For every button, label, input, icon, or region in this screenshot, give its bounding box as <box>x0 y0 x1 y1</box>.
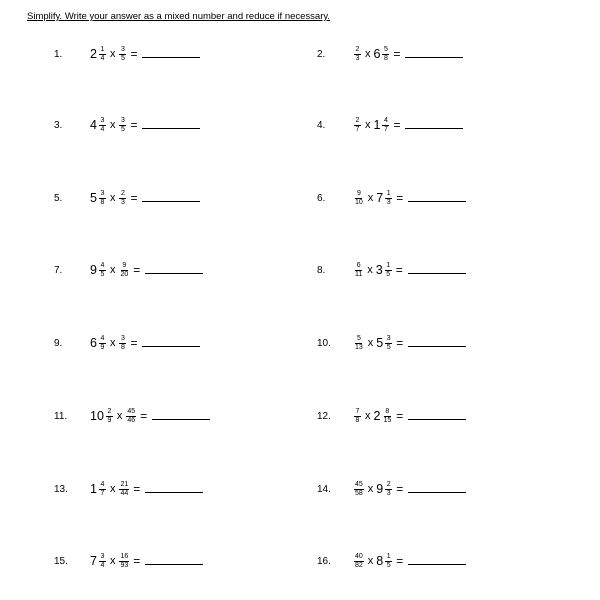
problem-number: 5. <box>54 192 63 204</box>
operand-a <box>353 553 365 570</box>
answer-blank[interactable] <box>408 492 466 493</box>
operand-a <box>353 335 365 352</box>
denominator: 5 <box>386 343 391 351</box>
numerator: 45 <box>355 480 363 488</box>
fraction <box>354 46 361 63</box>
whole-number: 7 <box>90 554 97 568</box>
problem-9 <box>54 323 200 363</box>
operand-b <box>125 408 137 425</box>
problem-expression <box>90 481 203 498</box>
denominator: 3 <box>386 198 391 206</box>
answer-blank[interactable] <box>142 201 200 202</box>
whole-number: 1 <box>373 118 381 132</box>
times-sign: x <box>367 337 374 349</box>
operand-a <box>353 46 362 63</box>
fraction <box>119 553 129 570</box>
problem-6 <box>317 178 466 218</box>
denominator: 3 <box>355 54 360 62</box>
problem-10 <box>317 323 466 363</box>
answer-blank[interactable] <box>145 564 203 565</box>
denominator: 13 <box>355 343 363 351</box>
operand-a <box>353 117 362 134</box>
problem-expression <box>353 262 466 279</box>
fraction <box>99 46 106 63</box>
operand-a <box>353 262 364 279</box>
denominator: 5 <box>386 270 391 278</box>
equals-sign: = <box>393 47 401 61</box>
operand-b <box>118 117 127 134</box>
operand-a <box>90 190 107 207</box>
problem-expression <box>90 190 200 207</box>
operand-b <box>376 335 393 352</box>
times-sign: x <box>109 192 116 204</box>
answer-blank[interactable] <box>405 57 463 58</box>
fraction <box>382 408 392 425</box>
problem-number: 13. <box>54 483 68 495</box>
times-sign: x <box>365 119 371 131</box>
operand-b <box>374 408 394 425</box>
problem-expression <box>353 190 466 207</box>
fraction <box>99 481 106 498</box>
denominator: 8 <box>355 416 360 424</box>
answer-blank[interactable] <box>145 273 203 274</box>
denominator: 4 <box>100 125 105 133</box>
operand-a <box>90 46 107 63</box>
operand-b <box>118 46 127 63</box>
operand-b <box>376 262 393 279</box>
whole-number: 6 <box>373 47 381 61</box>
fraction <box>99 553 106 570</box>
denominator: 5 <box>121 54 125 62</box>
fraction <box>354 553 364 570</box>
numerator: 3 <box>121 116 125 124</box>
operand-b <box>376 553 393 570</box>
whole-number: 2 <box>373 409 381 423</box>
denominator: 44 <box>120 489 129 497</box>
problem-number: 9. <box>54 337 63 349</box>
problem-number: 7. <box>54 264 63 276</box>
problem-number: 14. <box>317 483 331 495</box>
answer-blank[interactable] <box>408 564 466 565</box>
whole-number: 5 <box>376 336 384 350</box>
denominator: 15 <box>383 416 392 424</box>
times-sign: x <box>109 119 116 131</box>
fraction <box>99 190 106 207</box>
problem-11 <box>54 396 210 436</box>
denominator: 8 <box>384 54 388 62</box>
numerator: 8 <box>385 407 390 415</box>
fraction <box>99 262 106 279</box>
equals-sign: = <box>396 409 404 423</box>
problem-2 <box>317 34 463 74</box>
operand-b <box>118 481 130 498</box>
whole-number: 7 <box>376 191 384 205</box>
problem-number: 10. <box>317 337 331 349</box>
operand-b <box>376 481 393 498</box>
denominator: 7 <box>384 125 388 133</box>
denominator: 9 <box>107 416 112 424</box>
times-sign: x <box>367 555 374 567</box>
denominator: 93 <box>120 561 129 569</box>
problem-expression <box>90 262 203 279</box>
numerator: 2 <box>121 189 125 197</box>
numerator: 1 <box>386 552 391 560</box>
fraction <box>382 117 389 134</box>
answer-blank[interactable] <box>408 273 466 274</box>
answer-blank[interactable] <box>142 57 200 58</box>
answer-blank[interactable] <box>408 419 466 420</box>
problem-number: 8. <box>317 264 326 276</box>
problem-number: 4. <box>317 119 326 131</box>
numerator: 45 <box>127 407 136 415</box>
equals-sign: = <box>130 336 138 350</box>
problem-15 <box>54 541 203 581</box>
problem-3 <box>54 105 200 145</box>
problem-number: 16. <box>317 555 331 567</box>
equals-sign: = <box>396 482 404 496</box>
fraction <box>385 335 392 352</box>
whole-number: 9 <box>376 482 384 496</box>
problem-7 <box>54 250 203 290</box>
instructions: Simplify. Write your answer as a mixed number and reduce if necessary. <box>27 11 331 22</box>
numerator: 1 <box>386 261 391 269</box>
problem-expression <box>353 46 463 63</box>
numerator: 5 <box>384 45 388 53</box>
whole-number: 2 <box>90 47 97 61</box>
answer-blank[interactable] <box>405 128 463 129</box>
answer-blank[interactable] <box>408 201 466 202</box>
operand-a <box>90 408 114 425</box>
operand-b <box>374 46 391 63</box>
numerator: 3 <box>121 334 125 342</box>
fraction <box>385 190 392 207</box>
numerator: 9 <box>122 261 127 269</box>
times-sign: x <box>109 264 116 276</box>
whole-number: 5 <box>90 191 97 205</box>
fraction <box>106 408 113 425</box>
whole-number: 9 <box>90 263 97 277</box>
denominator: 10 <box>355 198 363 206</box>
numerator: 3 <box>121 45 125 53</box>
problem-14 <box>317 469 466 509</box>
fraction <box>119 46 126 63</box>
operand-b <box>118 335 127 352</box>
denominator: 3 <box>386 489 391 497</box>
numerator: 4 <box>100 261 105 269</box>
problem-expression <box>353 481 466 498</box>
problem-12 <box>317 396 466 436</box>
denominator: 9 <box>100 343 105 351</box>
operand-b <box>118 262 130 279</box>
answer-blank[interactable] <box>142 128 200 129</box>
whole-number: 3 <box>375 263 383 277</box>
problem-expression <box>353 117 463 134</box>
numerator: 2 <box>355 116 360 124</box>
equals-sign: = <box>133 482 141 496</box>
fraction <box>119 262 129 279</box>
fraction <box>382 46 389 63</box>
fraction <box>354 190 364 207</box>
times-sign: x <box>109 48 116 60</box>
equals-sign: = <box>140 409 148 423</box>
fraction <box>354 408 361 425</box>
operand-a <box>90 117 107 134</box>
numerator: 21 <box>120 480 129 488</box>
problem-number: 15. <box>54 555 68 567</box>
operand-a <box>90 553 107 570</box>
operand-a <box>353 190 365 207</box>
problem-13 <box>54 469 203 509</box>
numerator: 1 <box>100 45 105 53</box>
answer-blank[interactable] <box>408 346 466 347</box>
equals-sign: = <box>133 263 141 277</box>
denominator: 7 <box>100 489 105 497</box>
whole-number: 4 <box>90 118 97 132</box>
numerator: 9 <box>356 189 361 197</box>
problem-16 <box>317 541 466 581</box>
fraction <box>385 553 392 570</box>
problem-number: 3. <box>54 119 63 131</box>
denominator: 58 <box>355 489 363 497</box>
problem-expression <box>90 335 200 352</box>
equals-sign: = <box>130 47 138 61</box>
denominator: 4 <box>100 54 105 62</box>
numerator: 1 <box>386 189 391 197</box>
whole-number: 1 <box>90 482 97 496</box>
numerator: 3 <box>100 189 105 197</box>
fraction <box>385 481 392 498</box>
problem-expression <box>90 553 203 570</box>
denominator: 5 <box>121 125 125 133</box>
equals-sign: = <box>130 191 138 205</box>
equals-sign: = <box>396 336 404 350</box>
fraction <box>354 262 363 279</box>
operand-b <box>376 190 393 207</box>
denominator: 5 <box>386 561 391 569</box>
problem-8 <box>317 250 466 290</box>
problem-expression <box>90 408 210 425</box>
problem-expression <box>353 408 466 425</box>
times-sign: x <box>109 337 116 349</box>
numerator: 2 <box>107 407 112 415</box>
numerator: 6 <box>356 261 361 269</box>
fraction <box>354 117 361 134</box>
numerator: 3 <box>386 334 391 342</box>
problem-5 <box>54 178 200 218</box>
problem-1 <box>54 34 200 74</box>
denominator: 11 <box>355 270 363 278</box>
whole-number: 10 <box>90 409 104 423</box>
operand-a <box>353 481 365 498</box>
problem-expression <box>353 553 466 570</box>
equals-sign: = <box>395 263 403 277</box>
operand-a <box>353 408 362 425</box>
equals-sign: = <box>396 554 404 568</box>
fraction <box>119 335 126 352</box>
operand-b <box>374 117 391 134</box>
numerator: 16 <box>120 552 129 560</box>
operand-a <box>90 335 107 352</box>
denominator: 46 <box>127 416 136 424</box>
fraction <box>99 335 106 352</box>
numerator: 4 <box>100 480 105 488</box>
whole-number: 6 <box>90 336 97 350</box>
denominator: 5 <box>100 270 105 278</box>
times-sign: x <box>109 483 116 495</box>
operand-a <box>90 262 107 279</box>
answer-blank[interactable] <box>145 492 203 493</box>
answer-blank[interactable] <box>152 419 210 420</box>
operand-b <box>118 553 130 570</box>
equals-sign: = <box>133 554 141 568</box>
times-sign: x <box>367 264 373 276</box>
denominator: 8 <box>121 343 125 351</box>
times-sign: x <box>109 555 116 567</box>
fraction <box>119 117 126 134</box>
fraction <box>119 481 129 498</box>
problem-4 <box>317 105 463 145</box>
fraction <box>385 262 392 279</box>
problem-expression <box>353 335 466 352</box>
times-sign: x <box>367 483 374 495</box>
denominator: 20 <box>120 270 129 278</box>
fraction <box>354 335 364 352</box>
denominator: 8 <box>100 198 105 206</box>
problem-number: 1. <box>54 48 63 60</box>
denominator: 82 <box>355 561 363 569</box>
fraction <box>119 190 126 207</box>
whole-number: 8 <box>376 554 384 568</box>
numerator: 7 <box>355 407 360 415</box>
equals-sign: = <box>393 118 401 132</box>
times-sign: x <box>365 48 371 60</box>
problem-number: 2. <box>317 48 326 60</box>
answer-blank[interactable] <box>142 346 200 347</box>
times-sign: x <box>365 410 371 422</box>
equals-sign: = <box>130 118 138 132</box>
operand-b <box>118 190 127 207</box>
denominator: 4 <box>100 561 105 569</box>
numerator: 4 <box>100 334 105 342</box>
numerator: 4 <box>384 116 388 124</box>
numerator: 3 <box>100 552 105 560</box>
problem-expression <box>90 46 200 63</box>
times-sign: x <box>367 192 374 204</box>
problem-number: 6. <box>317 192 326 204</box>
numerator: 2 <box>355 45 360 53</box>
fraction <box>354 481 364 498</box>
problem-number: 11. <box>54 410 68 422</box>
numerator: 3 <box>100 116 105 124</box>
numerator: 5 <box>356 334 361 342</box>
problem-expression <box>90 117 200 134</box>
denominator: 3 <box>121 198 125 206</box>
numerator: 2 <box>386 480 391 488</box>
fraction <box>126 408 136 425</box>
times-sign: x <box>116 410 123 422</box>
fraction <box>99 117 106 134</box>
equals-sign: = <box>396 191 404 205</box>
operand-a <box>90 481 107 498</box>
denominator: 7 <box>355 125 360 133</box>
problem-number: 12. <box>317 410 331 422</box>
numerator: 40 <box>355 552 363 560</box>
